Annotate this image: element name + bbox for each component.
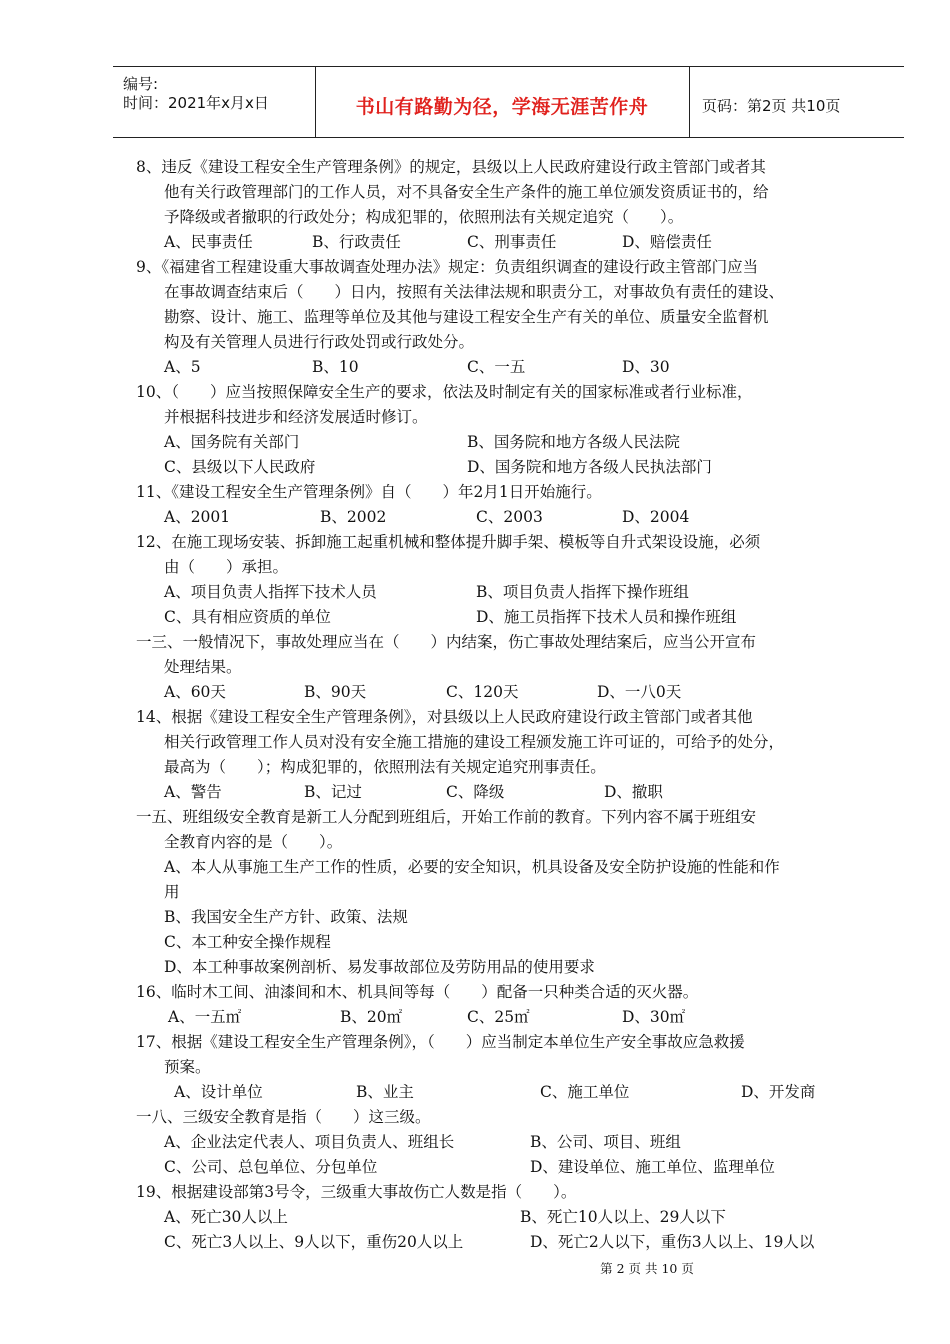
code-label: 编号: [123,75,159,93]
option-a: A、2001 [164,508,231,526]
option-b: B、记过 [304,783,362,801]
option-a: A、本人从事施工生产工作的性质，必要的安全知识，机具设备及安全防护设施的性能和作 [164,858,780,876]
option-c: C、一五 [467,358,526,376]
option-d: D、30 [622,358,670,376]
option-b: B、行政责任 [312,233,401,251]
option-c: C、25㎡ [467,1008,530,1026]
footer-page-number: 第 2 页 共 10 页 [600,1261,694,1276]
option-b: B、死亡10人以上、29人以下 [520,1208,726,1226]
question-stem-line: 12、在施工现场安装、拆卸施工起重机械和整体提升脚手架、模板等自升式架设设施，必须 [136,533,761,551]
option-a-continued: 用 [164,883,180,901]
question-stem-line: 相关行政管理工作人员对没有安全施工措施的建设工程颁发施工许可证的，可给予的处分， [164,733,785,751]
option-c: C、死亡3人以上、9人以下，重伤20人以上 [164,1233,464,1251]
question-stem-line: 17、根据《建设工程安全生产管理条例》，（ ）应当制定本单位生产安全事故应急救援 [136,1033,745,1051]
option-b: B、项目负责人指挥下操作班组 [476,583,689,601]
question-stem-line: 他有关行政管理部门的工作人员，对不具备安全生产条件的施工单位颁发资质证书的，给 [164,183,769,201]
option-c: C、120天 [446,683,519,701]
question-stem-line: 并根据科技进步和经济发展适时修订。 [164,408,428,426]
option-d: D、死亡2人以下，重伤3人以上、19人以 [530,1233,815,1251]
question-stem-line: 一五、班组级安全教育是新工人分配到班组后，开始工作前的教育。下列内容不属于班组安 [136,808,757,826]
question-stem-line: 一八、三级安全教育是指（ ）这三级。 [136,1108,431,1126]
question-stem-line: 9、《福建省工程建设重大事故调查处理办法》规定：负责组织调查的建设行政主管部门应当 [136,258,759,276]
option-c: C、公司、总包单位、分包单位 [164,1158,378,1176]
option-a: A、警告 [164,783,222,801]
page-header [113,66,904,138]
option-b: B、2002 [320,508,387,526]
question-stem-line: 16、临时木工间、油漆间和木、机具间等每（ ）配备一只种类合适的灭火器。 [136,983,699,1001]
option-a: A、5 [164,358,201,376]
question-stem-line: 构及有关管理人员进行行政处罚或行政处分。 [164,333,475,351]
question-stem-line: 一三、一般情况下，事故处理应当在（ ）内结案，伤亡事故处理结案后，应当公开宣布 [136,633,757,651]
option-b: B、10 [312,358,359,376]
option-b: B、业主 [356,1083,414,1101]
question-stem-line: 19、根据建设部第3号令，三级重大事故伤亡人数是指（ ）。 [136,1183,577,1201]
option-c: C、具有相应资质的单位 [164,608,331,626]
option-a: A、死亡30人以上 [164,1208,288,1226]
option-a: A、60天 [164,683,226,701]
question-stem-line: 在事故调查结束后（ ）日内，按照有关法律法规和职责分工，对事故负有责任的建设、 [164,283,785,301]
option-d: D、撤职 [604,783,663,801]
header-motto: 书山有路勤为径，学海无涯苦作舟 [355,95,649,118]
option-d: D、施工员指挥下技术人员和操作班组 [476,608,737,626]
option-a: A、企业法定代表人、项目负责人、班组长 [164,1133,455,1151]
question-stem-line: 预案。 [164,1058,211,1076]
option-c: C、本工种安全操作规程 [164,933,331,951]
option-a: A、民事责任 [164,233,253,251]
question-stem-line: 8、违反《建设工程安全生产管理条例》的规定，县级以上人民政府建设行政主管部门或者其 [136,158,766,176]
option-d: D、国务院和地方各级人民执法部门 [467,458,712,476]
option-d: D、赔偿责任 [622,233,712,251]
option-c: C、2003 [476,508,543,526]
option-a: A、设计单位 [174,1083,263,1101]
option-d: D、30㎡ [622,1008,686,1026]
question-stem-line: 由（ ）承担。 [164,558,289,576]
option-a: A、国务院有关部门 [164,433,300,451]
option-d: D、建设单位、施工单位、监理单位 [530,1158,775,1176]
question-stem-line: 最高为（ ）；构成犯罪的，依照刑法有关规定追究刑事责任。 [164,758,606,776]
option-d: D、一八0天 [597,683,682,701]
option-d: D、开发商 [741,1083,816,1101]
option-b: B、公司、项目、班组 [530,1133,681,1151]
page-footer [0,1259,950,1277]
question-stem-line: 全教育内容的是（ ）。 [164,833,343,851]
question-stem-line: 11、《建设工程安全生产管理条例》自（ ）年2月1日开始施行。 [136,483,602,501]
date-label: 时间：2021年x月x日 [123,94,269,112]
option-b: B、90天 [304,683,367,701]
option-b: B、20㎡ [340,1008,403,1026]
option-c: C、刑事责任 [467,233,557,251]
question-stem-line: 处理结果。 [164,658,242,676]
option-c: C、施工单位 [540,1083,630,1101]
option-a: A、项目负责人指挥下技术人员 [164,583,377,601]
option-b: B、我国安全生产方针、政策、法规 [164,908,408,926]
question-stem-line: 14、根据《建设工程安全生产管理条例》，对县级以上人民政府建设行政主管部门或者其他 [136,708,753,726]
option-d: D、2004 [622,508,690,526]
question-stem-line: 10、（ ）应当按照保障安全生产的要求，依法及时制定有关的国家标准或者行业标准， [136,383,753,401]
option-a: A、一五㎡ [168,1008,242,1026]
option-c: C、县级以下人民政府 [164,458,316,476]
question-stem-line: 勘察、设计、施工、监理等单位及其他与建设工程安全生产有关的单位、质量安全监督机 [164,308,769,326]
question-stem-line: 予降级或者撤职的行政处分；构成犯罪的，依照刑法有关规定追究（ ）。 [164,208,684,226]
option-d: D、本工种事故案例剖析、易发事故部位及劳防用品的使用要求 [164,958,595,976]
option-b: B、国务院和地方各级人民法院 [467,433,680,451]
header-meta [113,67,315,137]
header-page-label: 页码：第2页 共10页 [702,96,841,115]
option-c: C、降级 [446,783,505,801]
